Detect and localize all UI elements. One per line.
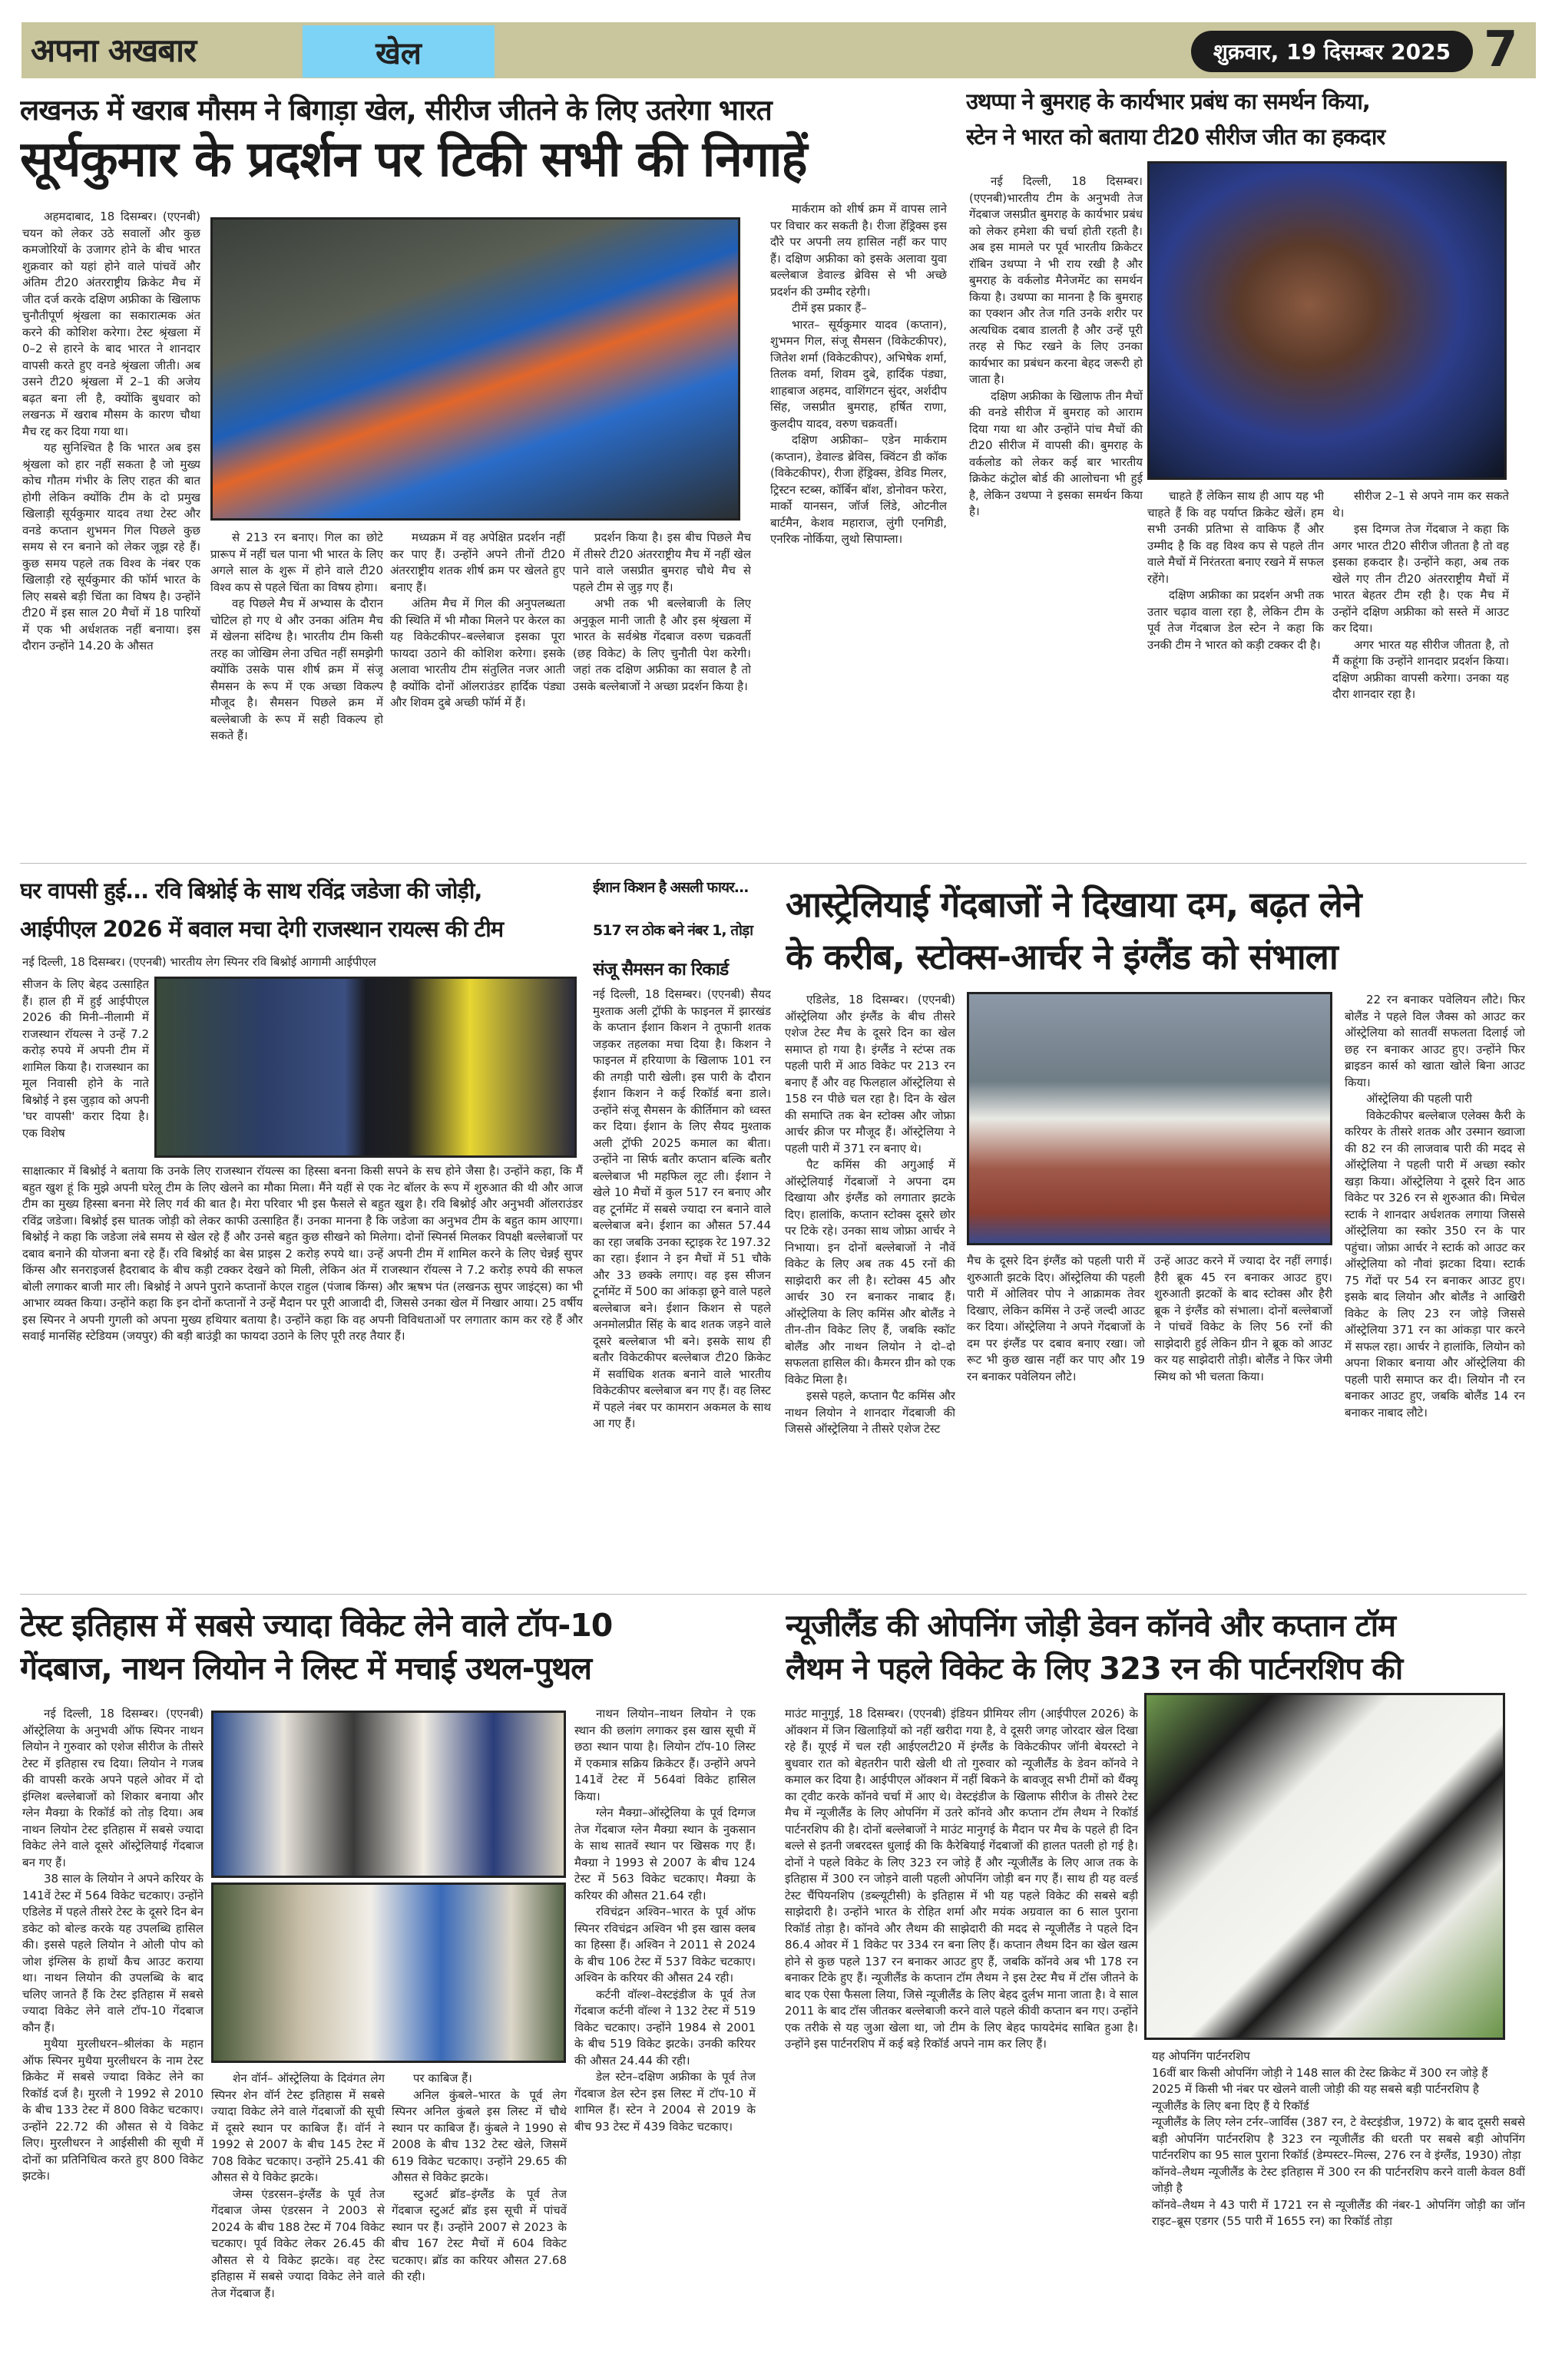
nz-headline-line2: लैथम ने पहले विकेट के लिए 323 रन की पार्टनरशिप की: [786, 1651, 1403, 1687]
paragraph: इससे पहले, कप्तान पैट कमिंस और नाथन लियोन ने शानदार गेंदबाजी की जिससे ऑस्ट्रेलिया ने तीसरे एशेज टेस्ट: [785, 1389, 955, 1436]
sanju-headline-line2: 517 रन ठोक बने नंबर 1, तोड़ा: [593, 922, 753, 939]
article-column: [770, 201, 947, 848]
article-body: नई दिल्ली, 18 दिसम्बर। (एएनबी) सैयद मुश्ताक अली ट्रॉफी के फाइनल में झारखंड के कप्तान ईशान किशन ने तूफानी शतक जड़कर तहलका मचा दिया है। किशन ने फाइनल में हरियाणा के खिलाफ 101 रन की तगड़ी पारी खेली। इस पारी के दौरान ईशान किशन ने कई रिकॉर्ड बना डाले। उन्होंने संजू सैमसन के कीर्तिमान को ध्वस्त कर दिया। ईशान के लिए सैयद मुश्ताक अली ट्रॉफी 2025 कमाल का बीता। उन्होंने ना सिर्फ बतौर कप्तान बल्कि बतौर बल्लेबाज भी महफिल लूट ली। ईशान ने खेले 10 मैचों में कुल 517 रन बनाए और वह टूर्नामेंट में सबसे ज्यादा रन बनाने वाले बल्लेबाज बने। ईशान का औसत 57.44 का रहा जबकि उनका स्ट्राइक रेट 197.32 का रहा। ईशान ने इन मैचों में 51 चौके और 33 छक्के लगाए। वह इस सीजन टूर्नामेंट में 500 का आंकड़ा छूने वाले पहले बल्लेबाज बने। ईशान किशन से पहले अनमोलप्रीत सिंह के बाद शतक जड़ने वाले दूसरे बल्लेबाज भी बने। इसके साथ ही बतौर विकेटकीपर बल्लेबाज टी20 क्रिकेट में सर्वाधिक शतक बनाने वाले भारतीय विकेटकीपर बल्लेबाज बन गए हैं। वह लिस्ट में पहले नंबर पर कामरान अकमल के साथ आ गए हैं।: [593, 987, 771, 1430]
sanju-headline-line1: ईशान किशन है असली फायर...: [593, 879, 749, 896]
page-number: 7: [1484, 21, 1518, 78]
paragraph: नई दिल्ली, 18 दिसम्बर। (एएनबी) ऑस्ट्रेलिया के अनुभवी ऑफ स्पिनर नाथन लियोन ने गुरुवार को एशेज सीरीज के तीसरे टेस्ट में इतिहास रच दिया। लियोन ने गजब की वापसी करके अपने पहले ओवर में दो इंग्लिश बल्लेबाजों को शिकार बनाया और ग्लेन मैक्ग्रा के रिकॉर्ड को तोड़ दिया। अब नाथन लियोन टेस्ट इतिहास में सबसे ज्यादा विकेट लेने वाले दूसरे ऑस्ट्रेलियाई गेंदबाज बन गए हैं।: [22, 1707, 204, 1869]
paragraph: रविचंद्रन अश्विन–भारत के पूर्व ऑफ स्पिनर रविचंद्रन अश्विन भी इस खास क्लब का हिस्सा हैं। अश्विन ने 2011 से 2024 के बीच 106 टेस्ट में 537 विकेट चटकाए। अश्विन के करियर की औसत 24 रही।: [574, 1905, 756, 1985]
paragraph: नई दिल्ली, 18 दिसम्बर। (एएनबी)भारतीय टीम के अनुभवी तेज गेंदबाज जसप्रीत बुमराह के कार्यभार प्रबंध को लेकर हमेशा की चर्चा होती रहती है। अब इस मामले पर पूर्व भारतीय क्रिकेटर रॉबिन उथप्पा ने भी राय रखी है और बुमराह के वर्कलोड मैनेजमेंट का समर्थन किया है। उथप्पा का मानना है कि बुमराह का एक्शन और तेज गति उनके शरीर पर अत्यधिक दबाव डालती है और उन्हें पूरी तरह से फिट रखने के लिए उनका कार्यभार का प्रबंधन करना बेहद जरूरी हो जाता है।: [969, 174, 1143, 386]
paragraph: मार्कराम को शीर्ष क्रम में वापस लाने पर विचार कर सकती है। रीजा हेंड्रिक्स इस दौरे पर अपनी लय हासिल नहीं कर पाए हैं। दक्षिण अफ्रीका को इसके अलावा युवा बल्लेबाज डेवाल्ड ब्रेविस से भी अच्छे प्रदर्शन की उम्मीद रहेगी।: [770, 202, 947, 299]
article-column: [210, 530, 383, 848]
issue-date: शुक्रवार, 19 दिसम्बर 2025: [1191, 31, 1473, 72]
article-column: सीजन के लिए बेहद उत्साहित हैं। हाल ही में हुई आईपीएल 2026 की मिनी–नीलामी में राजस्थान रॉयल्स ने उन्हें 7.2 करोड़ रुपये में अपनी टीम में शामिल किया है। राजस्थान का मूल निवासी होने के नाते बिश्नोई ने इस जुड़ाव को अपनी 'घर वापसी' करार दिया है। एक विशेष: [22, 977, 149, 1140]
photo-australian-bowler: [967, 992, 1332, 1245]
paragraph: डेल स्टेन–दक्षिण अफ्रीका के पूर्व तेज गेंदबाज डेल स्टेन इस लिस्ट में टॉप-10 में शामिल हैं। स्टेन ने 2004 से 2019 के बीच 93 टेस्ट में 439 विकेट चटकाए।: [574, 2070, 756, 2134]
article-intro: नई दिल्ली, 18 दिसम्बर। (एएनबी) भारतीय लेग स्पिनर रवि बिश्नोई आगामी आईपीएल: [22, 955, 376, 969]
article-column: [211, 2071, 385, 2351]
paragraph: विकेटकीपर बल्लेबाज एलेक्स कैरी के करियर के तीसरे शतक और उस्मान ख्वाजा की 82 रन की लाजवाब पारी की मदद से ऑस्ट्रेलिया ने पहली पारी में अच्छा स्कोर खड़ा किया। ऑस्ट्रेलिया ने दूसरे दिन आठ विकेट पर 326 रन से शुरुआत की। मिचेल स्टार्क ने शानदार अर्धशतक लगाया जिससे ऑस्ट्रेलिया का स्कोर 350 रन के पार पहुंचा। जोफ्रा आर्चर ने स्टार्क को आउट कर ऑस्ट्रेलिया को नौवां झटका दिया। स्टार्क 75 गेंदों पर 54 रन बनाकर आउट हुए। इसके बाद लियोन और बोलैंड ने आखिरी विकेट के लिए 23 रन जोड़े जिससे ऑस्ट्रेलिया 371 रन का आंकड़ा पार करने में सफल रहा। आर्चर ने हालांकि, लियोन को अपना शिकार बनाया और ऑस्ट्रेलिया की पहली पारी समाप्त कर दी। लियोन नौ रन बनाकर आउट हुए, जबकि बोलैंड 14 रन बनाकर नाबाद लौटे।: [1345, 1108, 1525, 1420]
paragraph: एडिलेड, 18 दिसम्बर। (एएनबी) ऑस्ट्रेलिया और इंग्लैंड के बीच तीसरे एशेज टेस्ट मैच के दूसरे दिन का खेल समाप्त हो गया है। इंग्लैंड ने स्टंप्स तक पहली पारी में आठ विकेट पर 213 रन बनाए हैं और वह फिलहाल ऑस्ट्रेलिया से 158 रन पीछे चल रहा है। दिन के खेल की समाप्ति तक बेन स्टोक्स और जोफ्रा आर्चर क्रीज पर मौजूद हैं। ऑस्ट्रेलिया ने पहली पारी में 371 रन बनाए थे।: [785, 993, 955, 1155]
paragraph: दक्षिण अफ्रीका के खिलाफ तीन मैचों की वनडे सीरीज में बुमराह को आराम दिया गया था और उन्होंने पांच मैचों की टी20 सीरीज में वापसी की। बुमराह के वर्कलोड को लेकर कई बार भारतीय क्रिकेट कंट्रोल बोर्ड की आलोचना भी हुई है, लेकिन उथप्पा ने इसका समर्थन किया है।: [969, 388, 1143, 518]
article-body: साक्षात्कार में बिश्नोई ने बताया कि उनके लिए राजस्थान रॉयल्स का हिस्सा बनना किसी सपने के सच होने जैसा है। उन्होंने कहा, कि मैं बहुत खुश हूं कि मुझे अपनी घरेलू टीम के लिए खेलने का मौका मिला। मैंने यहीं से एक नेट बॉलर के रूप में शुरुआत की थी और आज टीम का मुख्य हिस्सा बनना मेरे लिए गर्व की बात है। मेरा परिवार भी इस फैसले से बहुत खुश है। रवि बिश्नोई और अनुभवी ऑलराउंडर रविंद्र जडेजा। बिश्नोई इस घातक जोड़ी को लेकर काफी उत्साहित हैं। उनका मानना है कि जडेजा का अनुभव टीम के बहुत काम आएगा। बिश्नोई ने कहा कि जडेजा लंबे समय से खेल रहे हैं और उनसे बहुत कुछ सीखने को मिलेगा। दोनों स्पिनर्स मिलकर विपक्षी बल्लेबाजों पर दबाव बनाने की योजना बना रहे हैं। रवि बिश्नोई का बेस प्राइस 2 करोड़ रुपये था। उन्हें अपनी टीम में शामिल करने के लिए चेन्नई सुपर किंग्स और सनराइजर्स हैदराबाद के बीच कड़ी टक्कर देखने को मिली, लेकिन अंत में राजस्थान रॉयल्स ने 7.2 करोड़ रुपये की सफल बोली लगाकर बाजी मार ली। बिश्नोई ने अपने पुराने कप्तानों केएल राहुल (पंजाब किंग्स) और ऋषभ पंत (लखनऊ सुपर जाइंट्स) का भी आभार व्यक्त किया। उन्होंने कहा कि इन दोनों कप्तानों ने उन्हें मैदान पर पूरी आजादी दी, जिससे उनका खेल में निखार आया। 25 वर्षीय इस स्पिनर ने अपनी गुगली को अपना मुख्य हथियार बताया है। उन्होंने कहा कि वह अपनी विविधताओं पर लगातार काम कर रहे हैं और सवाई मानसिंह स्टेडियम (जयपुर) की बड़ी बाउंड्री का फायदा उठाने के लिए पूरी तरह तैयार हैं।: [22, 1164, 583, 1343]
section-divider: [20, 1594, 1527, 1595]
main-headline: सूर्यकुमार के प्रदर्शन पर टिकी सभी की निगाहें: [20, 131, 807, 188]
photo-bowlers-top: [211, 1711, 566, 1878]
paragraph: सीरीज 2–1 से अपने नाम कर सकते थे।: [1332, 489, 1509, 520]
article-body: माउंट मानुगुई, 18 दिसम्बर। (एएनबी) इंडियन प्रीमियर लीग (आईपीएल 2026) के ऑक्शन में जिन खिलाड़ियों को नहीं खरीदा गया है, वे दूसरी जगह जोरदार खेल दिखा रहे हैं। यूएई में चल रही आईएलटी20 में इंग्लैंड के विकेटकीपर जॉनी बेयरस्टो ने बुधवार रात को बेहतरीन पारी खेली थी तो गुरुवार को न्यूजीलैंड के डेवन कॉनवे ने कमाल कर दिया है। आईपीएल ऑक्शन में नहीं बिकने के बावजूद सभी टीमों को थैंक्यू का ट्वीट करके कॉनवे चर्चा में आए थे। वेस्टइंडीज के खिलाफ सीरीज के तीसरे टेस्ट मैच में न्यूजीलैंड के लिए ओपनिंग में उतरे कॉनवे और कप्तान टॉम लैथम ने रिकॉर्ड पार्टनरशिप की है। दोनों बल्लेबाजों ने माउंट मानुगई के मैदान पर मैच के पहले ही दिन बल्ले से इतनी जबरदस्त धुलाई की कि कैरेबियाई गेंदबाजों की हालत पतली हो गई है। दोनों ने पहले विकेट के लिए 323 रन जोड़े हैं और न्यूजीलैंड के लिए आज तक के इतिहास में 300 रन जोड़ने वाली पहली ओपनिंग जोड़ी बन गए हैं। साथ ही यह वर्ल्ड टेस्ट चैंपियनशिप (डब्ल्यूटीसी) के इतिहास में भी यह पहले विकेट की सबसे बड़ी साझेदारी है। उन्होंने भारत के रोहित शर्मा और मयंक अग्रवाल का 6 साल पुराना रिकॉर्ड तोड़ा है। कॉनवे और लैथम की साझेदारी की मदद से न्यूजीलैंड ने पहले दिन 86.4 ओवर में 1 विकेट पर 334 रन बना लिए हैं। कप्तान लैथम दिन का खेल खत्म होने से कुछ पहले 137 रन बनाकर आउट हुए हैं, जबकि कॉनवे अब भी 178 रन बनाकर टिके हुए हैं। न्यूजीलैंड के कप्तान टॉम लैथम ने इस टेस्ट मैच में टॉस जीतने के बाद एक ऐसा फैसला लिया, जिसे न्यूजीलैंड के लिए बेहद दुर्लभ माना जाता है। वे साल 2011 के बाद टॉस जीतकर बल्लेबाजी करने वाले पहले कीवी कप्तान बन गए। उन्होंने एक तरीके से यह जुआ खेला था, जो टीम के लिए बेहद फायदेमंद साबित हुआ है। उन्होंने इस पार्टनरशिप में कई बड़े रिकॉर्ड अपने नाम कर लिए हैं।: [785, 1707, 1138, 2051]
photo-conway-latham: [1144, 1693, 1505, 2040]
paragraph: वह पिछले मैच में अभ्यास के दौरान चोटिल हो गए थे और उनका अंतिम मैच में खेलना संदिग्ध है। भारतीय टीम किसी तरह का जोखिम लेना उचित नहीं समझेगी क्योंकि उसके पास शीर्ष क्रम में संजू सैमसन के रूप में एक अच्छा विकल्प मौजूद है। सैमसन पिछले क्रम में बल्लेबाजी के रूप में सही विकल्प हो सकते हैं।: [210, 597, 383, 742]
paragraph: अभी तक भी बल्लेबाजी के लिए अनुकूल मानी जाती है और इस श्रृंखला में भारत के सर्वश्रेष्ठ गेंदबाज वरुण चक्रवर्ती (छह विकेट) के लिए चुनौती पेश करेगी। जहां तक दक्षिण अफ्रीका का सवाल है तो उसके बल्लेबाजों ने अच्छा प्रदर्शन किया है।: [573, 597, 751, 693]
article-column: [392, 2071, 567, 2351]
photo-bumrah: [1147, 161, 1507, 480]
article-column: [390, 530, 565, 848]
paragraph: ऑस्ट्रेलिया की पहली पारी: [1366, 1092, 1473, 1106]
article-column: [969, 174, 1143, 849]
article-column: [785, 992, 955, 1583]
nz-headline-line1: न्यूजीलैंड की ओपनिंग जोड़ी डेवन कॉनवे और कप्तान टॉम: [786, 1608, 1396, 1644]
paragraph: अंतिम मैच में गिल की अनुपलब्धता की स्थिति में भी मौका मिलने पर केरल का यह विकेटकीपर–बल्लेबाज इसका पूरा फायदा उठाने की कोशिश करेगा। इसके अलावा भारतीय टीम संतुलित नजर आती है क्योंकि दोनों ऑलराउंडर हार्दिक पंड्या और शिवम दुबे अच्छी फॉर्म में हैं।: [390, 597, 565, 709]
kicker-headline: लखनऊ में खराब मौसम ने बिगाड़ा खेल, सीरीज जीतने के लिए उतरेगा भारत: [20, 94, 772, 127]
paragraph: अनिल कुंबले–भारत के पूर्व लेग स्पिनर अनिल कुंबले इस लिस्ट में चौथे स्थान पर काबिज हैं। कुंबले ने 1990 से 2008 के बीच 132 टेस्ट खेले, जिसमें 619 विकेट चटकाए। उन्होंने 29.65 की औसत से विकेट झटके।: [392, 2087, 567, 2184]
photo-bowlers-bottom: [211, 1883, 566, 2063]
paragraph: इस दिग्गज तेज गेंदबाज ने कहा कि अगर भारत टी20 सीरीज जीतता है तो वह इसका हकदार है। उन्होंने कहा, अब तक खेले गए तीन टी20 अंतरराष्ट्रीय मैचों में भारत बेहतर टीम रही है। एक मैच में उन्होंने दक्षिण अफ्रीका को सस्ते में आउट कर दिया।: [1332, 522, 1509, 635]
paragraph: मध्यक्रम में वह अपेक्षित प्रदर्शन नहीं कर पाए हैं। उन्होंने अपने तीनों टी20 अंतरराष्ट्रीय शतक शीर्ष क्रम पर खेलते हुए बनाए हैं।: [390, 531, 565, 594]
article-column: [574, 1706, 756, 2351]
paragraph: यह सुनिश्चित है कि भारत अब इस श्रृंखला को हार नहीं सकता है जो मुख्य कोच गौतम गंभीर के लिए राहत की बात होगी लेकिन क्योंकि टीम के दो प्रमुख खिलाड़ी सूर्यकुमार यादव तथा टेस्ट और वनडे कप्तान शुभमन गिल पिछले कुछ समय से रन बनाने को लेकर जूझ रहे हैं। कुछ समय पहले तक विश्व के नंबर एक खिलाड़ी रहे सूर्यकुमार की फॉर्म भारत के लिए सबसे बड़ी चिंता का विषय है। उन्होंने टी20 में इस साल 20 मैचों में 18 पारियों में एक भी अर्धशतक नहीं बनाया। इस दौरान उन्होंने 14.20 के औसत: [22, 441, 200, 653]
paragraph: प्रदर्शन किया है। इस बीच पिछले मैच में तीसरे टी20 अंतरराष्ट्रीय मैच में नहीं खेल पाने वाले जसप्रीत बुमराह चौथे मैच से पहले टीम से जुड़ गए हैं।: [573, 531, 751, 594]
article-column: [1147, 488, 1324, 849]
article-column: [1345, 992, 1525, 1583]
paragraph: दक्षिण अफ्रीका– एडेन मार्कराम (कप्तान), डेवाल्ड ब्रेविस, क्विंटन डी कॉक (विकेटकीपर), रीजा हेंड्रिक्स, डेविड मिलर, ट्रिस्टन स्टब्स, कॉर्बिन बॉश, डोनोवन फरेरा, मार्को यानसन, जॉर्ज लिंडे, ओटनील बार्टमैन, केशव महाराज, लुंगी एनगिडी, एनरिक नोर्किया, लुथो सिपाम्ला।: [770, 433, 947, 546]
photo-bishnoi-jadeja: [154, 977, 577, 1158]
paragraph: अगर भारत यह सीरीज जीतता है, तो मैं कहूंगा कि उन्होंने शानदार प्रदर्शन किया। दक्षिण अफ्रीका वापसी करेगा। उनका यह दौरा शानदार रहा है।: [1332, 637, 1509, 701]
paragraph: नाथन लियोन–नाथन लियोन ने एक स्थान की छलांग लगाकर इस खास सूची में छठा स्थान पाया है। लियोन टॉप-10 लिस्ट में एकमात्र सक्रिय क्रिकेटर हैं। उन्होंने अपने 141वें टेस्ट में 564वां विकेट हासिल किया।: [574, 1707, 756, 1803]
lyon-headline-line2: गेंदबाज, नाथन लियोन ने लिस्ट में मचाई उथल-पुथल: [20, 1650, 592, 1687]
paragraph: से 213 रन बनाए। गिल का छोटे प्रारूप में नहीं चल पाना भी भारत के लिए अगले साल के शुरू में होने वाले टी20 विश्व कप से पहले चिंता का विषय होगा।: [210, 531, 383, 594]
paper-logo: अपना अखबार: [31, 31, 197, 69]
article-column: [1332, 488, 1509, 849]
sanju-headline-line3: संजू सैमसन का रिकार्ड: [593, 960, 729, 980]
section-label: खेल: [303, 25, 495, 78]
bishnoi-headline-line2: आईपीएल 2026 में बवाल मचा देगी राजस्थान रायल्स की टीम: [20, 916, 504, 942]
paragraph: भारत– सूर्यकुमार यादव (कप्तान), शुभमन गिल, संजू सैमसन (विकेटकीपर), जितेश शर्मा (विकेटकीपर), अभिषेक शर्मा, तिलक वर्मा, शिवम दुबे, हार्दिक पंड्या, शाहबाज अहमद, वाशिंगटन सुंदर, अर्शदीप सिंह, जसप्रीत बुमराह, हर्षित राणा, कुलदीप यादव, वरुण चक्रवर्ती।: [770, 317, 947, 431]
paragraph: मुथैया मुरलीधरन–श्रीलंका के महान ऑफ स्पिनर मुथैया मुरलीधरन के नाम टेस्ट क्रिकेट में सबसे ज्यादा विकेट लेने का रिकॉर्ड दर्ज है। मुरली ने 1992 से 2010 के बीच 133 टेस्ट में 800 विकेट चटकाए। उन्होंने 22.72 की औसत से ये विकेट लिए। मुरलीधरन ने आईसीसी की सूची में दोनों का प्रतिनिधित्व करते हुए 800 विकेट झटके।: [22, 2037, 204, 2183]
paragraph: 22 रन बनाकर पवेलियन लौटे। फिर बोलैंड ने पहले विल जैक्स को आउट कर ऑस्ट्रेलिया को सातवीं सफलता दिलाई जो छह रन बनाकर आउट हुए। उन्होंने फिर ब्राइडन कार्स को खाता खोले बिना आउट किया।: [1345, 993, 1525, 1089]
article-column: [22, 209, 200, 846]
article-column: मैच के दूसरे दिन इंग्लैंड को पहली पारी में शुरुआती झटके दिए। ऑस्ट्रेलिया की पहली पारी में ओलिवर पोप ने आक्रामक तेवर दिखाए, लेकिन कमिंस ने उन्हें जल्दी आउट कर दिया। ऑस्ट्रेलिया ने अपने गेंदबाजों के दम पर इंग्लैंड पर दबाव बनाए रखा। जो रूट भी कुछ खास नहीं कर पाए और 19 रन बनाकर पवेलियन लौटे।: [967, 1254, 1145, 1383]
record-highlights: यह ओपनिंग पार्टनरशिप 16वीं बार किसी ओपनिंग जोड़ी ने 148 साल की टेस्ट क्रिकेट में 300 रन जोड़े हैं 2025 में किसी भी नंबर पर खेलने वाली जोड़ी की यह सबसे बड़ी पार्टनरशिप है न्यूजीलैंड के लिए बना दिए हैं ये रिकॉर्ड न्यूजीलैंड के लिए ग्लेन टर्नर–जार्विस (387 रन, टे वेस्टइंडीज, 1972) के बाद दूसरी सबसे बड़ी ओपनिंग पार्टनरशिप है 323 रन न्यूजीलैंड की धरती पर सबसे बड़ी ओपनिंग पार्टनरशिप का 95 साल पुराना रिकॉर्ड (डेम्पस्टर–मिल्स, 276 रन वे इंग्लैंड, 1930) तोड़ा कॉनवे–लैथम न्यूजीलैंड के टेस्ट इतिहास में 300 रन की पार्टनरशिप करने वाली केवल 8वीं जोड़ी है कॉनवे–लैथम ने 43 पारी में 1721 रन से न्यूजीलैंड की नंबर-1 ओपनिंग जोड़ी का जॉन राइट–ब्रूस एडगर (55 पारी में 1655 रन) का रिकॉर्ड तोड़ा: [1152, 2049, 1525, 2228]
paragraph: चाहते हैं लेकिन साथ ही आप यह भी चाहते हैं कि वह पर्याप्त क्रिकेट खेलें। हम सभी उनकी प्रतिभा से वाकिफ हैं और उम्मीद है कि वह विश्व कप से पहले तीन वाले मैचों में निरंतरता बनाए रखने में सफल रहेंगे।: [1147, 489, 1324, 586]
article-column: [22, 1706, 204, 2351]
paragraph: शेन वॉर्न– ऑस्ट्रेलिया के दिवंगत लेग स्पिनर शेन वॉर्न टेस्ट इतिहास में सबसे ज्यादा विकेट लेने वाले गेंदबाजों की सूची में दूसरे स्थान पर काबिज हैं। वॉर्न ने 1992 से 2007 के बीच 145 टेस्ट में 708 विकेट चटकाए। उन्होंने 25.41 की औसत से ये विकेट झटके।: [211, 2071, 385, 2184]
ashes-headline-line2: के करीब, स्टोक्स-आर्चर ने इंग्लैंड को संभाला: [786, 936, 1338, 977]
paragraph: जेम्स एंडरसन–इंग्लैंड के पूर्व तेज गेंदबाज जेम्स एंडरसन ने 2003 से 2024 के बीच 188 टेस्ट में 704 विकेट चटकाए। पूर्व विकेट लेकर 26.45 की औसत से ये विकेट झटके। वह टेस्ट इतिहास में सबसे ज्यादा विकेट लेने वाले तेज गेंदबाज हैं।: [211, 2187, 385, 2300]
photo-team-india: [210, 217, 740, 521]
bumrah-headline-line2: स्टेन ने भारत को बताया टी20 सीरीज जीत का हकदार: [966, 124, 1385, 150]
paragraph: 38 साल के लियोन ने अपने करियर के 141वें टेस्ट में 564 विकेट चटकाए। उन्होंने एडिलेड में पहले तीसरे टेस्ट के दूसरे दिन बेन डकेट को बोल्ड करके यह उपलब्धि हासिल की। इससे पहले लियोन ने ओली पोप को जोश इंग्लिस के हाथों कैच आउट कराया था। नाथन लियोन की उपलब्धि के बाद चलिए जानते हैं कि टेस्ट इतिहास में सबसे ज्यादा विकेट लेने वाले टॉप-10 गेंदबाज कौन हैं।: [22, 1872, 204, 2035]
paragraph: टीमें इस प्रकार हैं–: [792, 301, 867, 315]
paragraph: कर्टनी वॉल्श–वेस्टइंडीज के पूर्व तेज गेंदबाज कर्टनी वॉल्श ने 132 टेस्ट में 519 विकेट चटकाए। उन्होंने 1984 से 2001 के बीच 519 विकेट झटके। उनकी करियर की औसत 24.44 की रही।: [574, 1987, 756, 2068]
bumrah-headline-line1: उथप्पा ने बुमराह के कार्यभार प्रबंध का समर्थन किया,: [966, 88, 1370, 114]
paragraph: पर काबिज हैं।: [413, 2071, 472, 2085]
article-column: उन्हें आउट करने में ज्यादा देर नहीं लगाई। हैरी ब्रूक 45 रन बनाकर आउट हुए। शुरुआती झटकों के बाद स्टोक्स और हैरी ब्रूक ने इंग्लैंड को संभाला। दोनों बल्लेबाजों ने पांचवें विकेट के लिए 56 रनों की साझेदारी हुई लेकिन ग्रीन ने ब्रूक को आउट कर यह साझेदारी तोड़ी। बोलैंड ने फिर जेमी स्मिथ को भी चलता किया।: [1154, 1254, 1332, 1383]
lyon-headline-line1: टेस्ट इतिहास में सबसे ज्यादा विकेट लेने वाले टॉप-10: [20, 1607, 613, 1644]
ashes-headline-line1: आस्ट्रेलियाई गेंदबाजों ने दिखाया दम, बढ़त लेने: [786, 884, 1362, 925]
paragraph: ग्लेन मैक्ग्रा–ऑस्ट्रेलिया के पूर्व दिग्गज तेज गेंदबाज ग्लेन मैक्ग्रा स्थान के नुकसान के साथ सातवें स्थान पर खिसक गए हैं। मैक्ग्रा ने 1993 से 2007 के बीच 124 टेस्ट में 563 विकेट चटकाए। मैक्ग्रा के करियर की औसत 21.64 रही।: [574, 1806, 756, 1902]
bishnoi-headline-line1: घर वापसी हुई... रवि बिश्नोई के साथ रविंद्र जडेजा की जोड़ी,: [20, 878, 482, 904]
paragraph: पैट कमिंस की अगुआई में ऑस्ट्रेलियाई गेंदबाजों ने अपना दम दिखाया और इंग्लैंड को लगातार झटके दिए। हालांकि, कप्तान स्टोक्स दूसरे छोर पर टिके रहे। उनका साथ जोफ्रा आर्चर ने निभाया। इन दोनों बल्लेबाजों ने नौवें विकेट के लिए अब तक 45 रनों की साझेदारी कर ली है। स्टोक्स 45 और आर्चर 30 रन बनाकर नाबाद हैं। ऑस्ट्रेलिया के लिए कमिंस और बोलैंड ने तीन-तीन विकेट लिए हैं, जबकि स्कॉट बोलैंड और नाथन लियोन ने दो–दो सफलता हासिल की। कैमरन ग्रीन को एक विकेट मिला है।: [785, 1158, 955, 1387]
article-column: [573, 530, 751, 848]
paragraph: स्टुअर्ट ब्रॉड–इंग्लैंड के पूर्व तेज गेंदबाज स्टुअर्ट ब्रॉड इस सूची में पांचवें स्थान पर हैं। उन्होंने 2007 से 2023 के बीच 167 टेस्ट मैचों में 604 विकेट चटकाए। ब्रॉड का करियर औसत 27.68 की रही।: [392, 2187, 567, 2283]
section-divider: [20, 863, 1527, 864]
paragraph: अहमदाबाद, 18 दिसम्बर। (एएनबी) चयन को लेकर उठे सवालों और कुछ कमजोरियों के उजागर होने के बीच भारत शुक्रवार को यहां होने वाले पांचवें और अंतिम टी20 अंतरराष्ट्रीय क्रिकेट मैच में जीत दर्ज करके दक्षिण अफ्रीका के खिलाफ चुनौतीपूर्ण श्रृंखला का सकारात्मक अंत करने की कोशिश करेगा। टेस्ट श्रृंखला में 0–2 से हारने के बाद भारत ने शानदार वापसी करते हुए वनडे श्रृंखला जीती। अब उसने टी20 श्रृंखला में 2–1 की अजेय बढ़त बना ली है, क्योंकि बुधवार को लखनऊ में खराब मौसम के कारण चौथा मैच रद्द कर दिया गया था।: [22, 210, 200, 438]
paragraph: दक्षिण अफ्रीका का प्रदर्शन अभी तक उतार चढ़ाव वाला रहा है, लेकिन टीम के पूर्व तेज गेंदबाज डेल स्टेन ने कहा कि उनकी टीम ने भारत को कड़ी टक्कर दी है।: [1147, 588, 1324, 652]
